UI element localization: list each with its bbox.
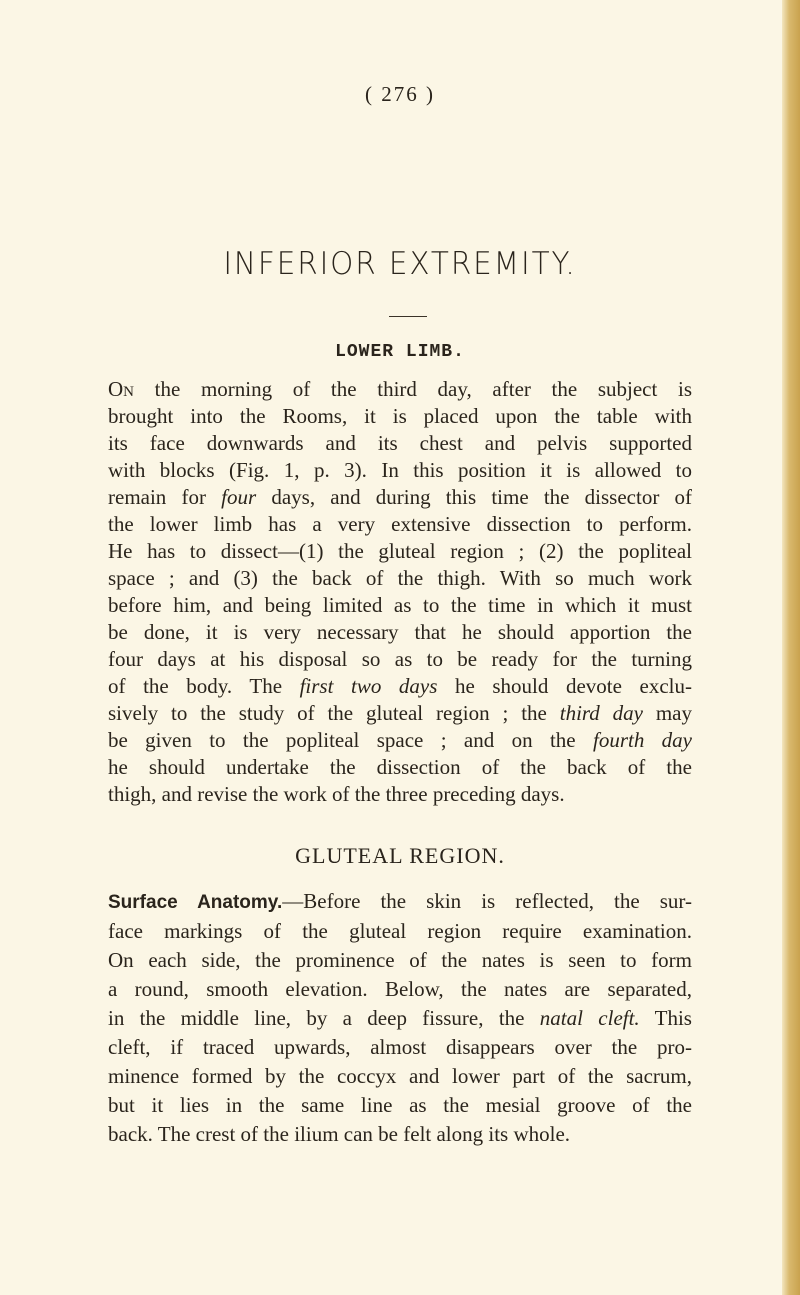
text: its face downwards and its chest and pelvis supported: [108, 431, 692, 455]
chapter-title: INFERIOR EXTREMITY.: [223, 246, 577, 282]
section-subtitle: LOWER LIMB.: [335, 342, 465, 362]
text: This: [639, 1006, 692, 1030]
page-edge: [782, 0, 800, 1295]
italic-text: third day: [559, 701, 643, 725]
text-line: [108, 1091, 692, 1120]
text: —Before the skin is reflected, the sur-: [282, 889, 692, 913]
text-line: [108, 484, 692, 511]
section-heading: GLUTEAL REGION.: [295, 843, 505, 868]
text: but it lies in the same line as the mesial groove of the: [108, 1093, 692, 1117]
text-line: [108, 754, 692, 781]
text: the lower limb has a very extensive dissection to perform.: [108, 512, 692, 536]
text: minence formed by the coccyx and lower part of the sacrum,: [108, 1064, 692, 1088]
text: remain for: [108, 485, 222, 509]
italic-text: four: [221, 485, 257, 509]
page-number: ( 276 ): [365, 82, 435, 106]
text-line: [108, 1033, 692, 1062]
text: He has to dissect—(1) the gluteal region ; (2) the popliteal: [108, 539, 692, 563]
text: On: [108, 377, 134, 401]
text: brought into the Rooms, it is placed upon the table with: [108, 404, 692, 428]
paragraph-intro: [108, 376, 692, 808]
text-line: [108, 917, 692, 946]
text: cleft, if traced upwards, almost disappears over the pro-: [108, 1035, 692, 1059]
text: the morning of the third day, after the subject is: [134, 377, 692, 401]
text-line: [108, 511, 692, 538]
text-line: [108, 565, 692, 592]
text: in the middle line, by a deep fissure, the: [108, 1006, 540, 1030]
text-line: [108, 430, 692, 457]
text: of the body. The: [108, 674, 300, 698]
text: he should devote exclu-: [437, 674, 692, 698]
text-line: [108, 619, 692, 646]
italic-text: natal cleft.: [539, 1006, 640, 1030]
text: a round, smooth elevation. Below, the nates are separated,: [108, 977, 692, 1001]
paragraph-surface-anatomy: [108, 887, 692, 1149]
divider: [389, 316, 427, 317]
text: space ; and (3) the back of the thigh. With so much work: [108, 566, 692, 590]
text-line: [108, 538, 692, 565]
text-line: [108, 592, 692, 619]
text-line: [108, 781, 692, 808]
text-line: [108, 376, 692, 403]
text-line: [108, 1004, 692, 1033]
text: he should undertake the dissection of the back of the: [108, 755, 692, 779]
text-line: [108, 887, 692, 917]
text: may: [642, 701, 693, 725]
text-line: [108, 727, 692, 754]
italic-text: first two days: [299, 674, 438, 698]
text: with blocks (Fig. 1, p. 3). In this position it is allowed to: [108, 458, 692, 482]
text: before him, and being limited as to the time in which it must: [108, 593, 692, 617]
text-line: [108, 1120, 692, 1149]
italic-text: fourth day: [592, 728, 693, 752]
text: four days at his disposal so as to be ready for the turning: [108, 647, 692, 671]
text: thigh, and revise the work of the three preceding days.: [108, 782, 565, 806]
text: On each side, the prominence of the nates is seen to form: [108, 948, 692, 972]
text: be given to the popliteal space ; and on the: [108, 728, 593, 752]
text: face markings of the gluteal region require examination.: [108, 919, 692, 943]
text-line: [108, 646, 692, 673]
text-line: [108, 946, 692, 975]
text: back. The crest of the ilium can be felt along its whole.: [108, 1122, 571, 1146]
text: be done, it is very necessary that he should apportion the: [108, 620, 692, 644]
text-line: [108, 1062, 692, 1091]
text-line: [108, 403, 692, 430]
text-line: [108, 975, 692, 1004]
text-line: [108, 457, 692, 484]
text: days, and during this time the dissector of: [256, 485, 692, 509]
text-line: [108, 700, 692, 727]
run-in-heading: Surface Anatomy.: [108, 892, 283, 913]
text: sively to the study of the gluteal region ; the: [108, 701, 560, 725]
text-line: [108, 673, 692, 700]
